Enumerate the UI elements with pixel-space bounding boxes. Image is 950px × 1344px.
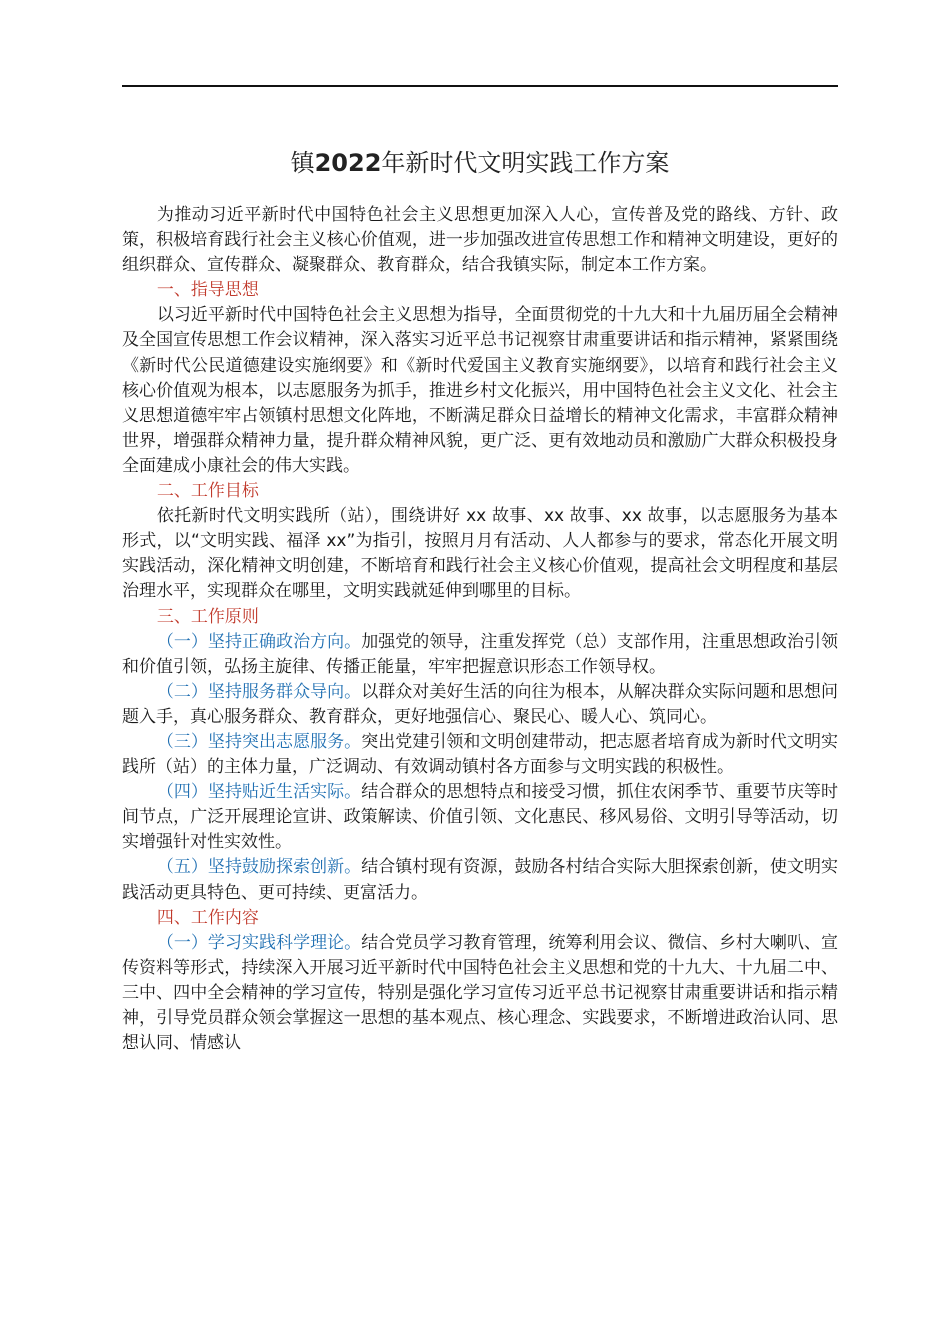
item-text: 加强党的领导，注重发挥党（总）支部作用，注重思想政治引领和价值引领，弘扬主旋律、传播正能量，牢牢把握意识形态工作领导权。 — [122, 631, 839, 677]
item-label: （三）坚持突出志愿服务。 — [156, 731, 362, 752]
section-heading: 三、工作原则 — [156, 606, 259, 627]
item-text: 结合群众的思想特点和接受习惯，抓住农闲季节、重要节庆等时间节点，广泛开展理论宣讲、政策解读、价值引领、文化惠民、移风易俗、文明引导等活动，切实增强针对性实效性。 — [122, 782, 839, 853]
item-text: 突出党建引领和文明创建带动，把志愿者培育成为新时代文明实践所（站）的主体力量，广泛调动、有效调动镇村各方面参与文明实践的积极性。 — [122, 731, 839, 778]
intro-paragraph: 为推动习近平新时代中国特色社会主义思想更加深入人心，宣传普及党的路线、方针、政策，积极培育践行社会主义核心价值观，进一步加强改进宣传思想工作和精神文明建设，更好的组织群众、宣传群众、凝聚群众、教育群众，结合我镇实际，制定本工作方案。 — [122, 205, 838, 276]
section-paragraph: 以习近平新时代中国特色社会主义思想为指导，全面贯彻党的十九大和十九届历届全会精神及全国宣传思想工作会议精神，深入落实习近平总书记视察甘肃重要讲话和指示精神，紧紧围绕《新时代公民道德建设实施纲要》和《新时代爱国主义教育实施纲要》，以培育和践行社会主义核心价值观为根本，以志愿服务为抓手，推进乡村文化振兴，用中国特色社会主义文化、社会主义思想道德牢牢占领镇村思想文化阵地，不断满足群众日益增长的精神文化需求，丰富群众精神世界，增强群众精神力量，提升群众精神风貌，更广泛、更有效地动员和激励广大群众积极投身全面建成小康社会的伟大实践。 — [122, 305, 838, 476]
principle-item — [122, 855, 838, 905]
section-paragraph: 依托新时代文明实践所（站），围绕讲好 xx 故事、xx 故事、xx 故事，以志愿服务为基本形式，以“文明实践、福泽 xx”为指引，按照月月有活动、人人都参与的要求，常态化开展文明实践活动，深化精神文明创建，不断培育和践行社会主义核心价值观，提高社会文明程度和基层治理水平，实现群众在哪里，文明实践就延伸到哪里的目标。 — [122, 506, 838, 602]
item-text: 以群众对美好生活的向往为根本，从解决群众实际问题和思想问题入手，真心服务群众、教育群众，更好地强信心、聚民心、暖人心、筑同心。 — [122, 681, 839, 727]
document-body — [122, 203, 838, 1056]
document-title — [122, 146, 838, 180]
title-prefix: 镇 — [290, 149, 315, 177]
item-label: （四）坚持贴近生活实际。 — [156, 782, 362, 803]
header-rule — [122, 85, 838, 87]
section-heading: 一、指导思想 — [156, 280, 259, 301]
item-label: （一）学习实践科学理论。 — [156, 932, 362, 953]
principle-item — [122, 780, 838, 855]
item-label: （一）坚持正确政治方向。 — [156, 631, 362, 652]
principle-item — [122, 630, 838, 680]
section-heading: 四、工作内容 — [156, 907, 259, 928]
principle-item — [122, 680, 838, 730]
content-item — [122, 931, 838, 1056]
item-label: （二）坚持服务群众导向。 — [156, 681, 362, 702]
item-text: 结合党员学习教育管理，统筹利用会议、微信、乡村大喇叭、宣传资料等形式，持续深入开展习近平新时代中国特色社会主义思想和党的十九大、十九届二中、三中、四中全会精神的学习宣传，特别是强化学习宣传习近平总书记视察甘肃重要讲话和指示精神，引导党员群众领会掌握这一思想的基本观点、核心理念、实践要求，不断增进政治认同、思想认同、情感认 — [122, 932, 839, 1054]
principle-item — [122, 730, 838, 780]
title-year: 2022 — [314, 149, 382, 177]
title-suffix: 年新时代文明实践工作方案 — [381, 149, 670, 177]
section-heading: 二、工作目标 — [156, 481, 259, 502]
item-label: （五）坚持鼓励探索创新。 — [156, 857, 362, 878]
item-text: 结合镇村现有资源，鼓励各村结合实际大胆探索创新，使文明实践活动更具特色、更可持续、更富活力。 — [122, 857, 839, 903]
